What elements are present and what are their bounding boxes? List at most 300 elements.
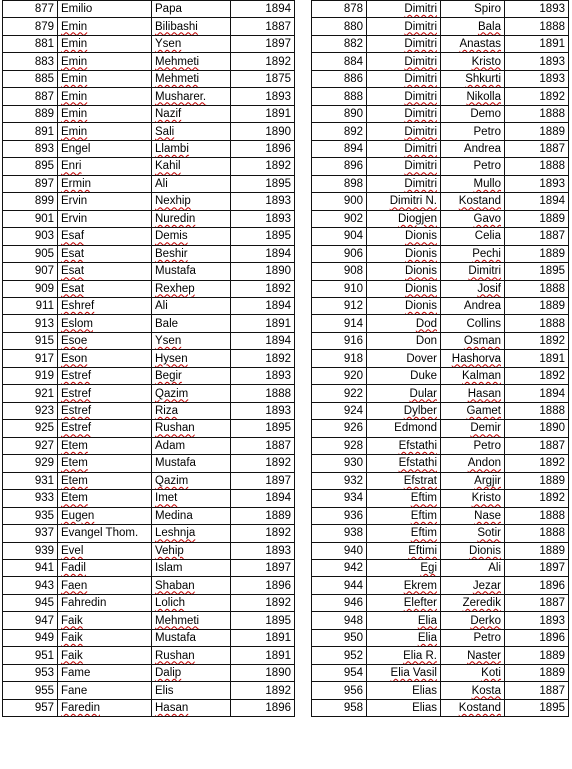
record-number-cell[interactable]: 912	[312, 297, 367, 314]
birth-year-cell[interactable]: 1875	[231, 70, 295, 87]
last-name-cell[interactable]: Riza	[152, 402, 231, 419]
last-name-cell[interactable]: Mustafa	[152, 629, 231, 646]
birth-year-cell[interactable]: 1888	[505, 18, 569, 35]
first-name-cell[interactable]: Eftimi	[367, 542, 441, 559]
birth-year-cell[interactable]: 1894	[231, 1, 295, 18]
last-name-cell[interactable]: Jezar	[441, 577, 505, 594]
last-name-cell[interactable]: Demis	[152, 228, 231, 245]
first-name-cell[interactable]: Dular	[367, 385, 441, 402]
first-name-cell[interactable]: Faik	[58, 612, 152, 629]
birth-year-cell[interactable]: 1892	[505, 367, 569, 384]
record-number-cell[interactable]: 904	[312, 228, 367, 245]
last-name-cell[interactable]: Petro	[441, 629, 505, 646]
birth-year-cell[interactable]: 1896	[231, 140, 295, 157]
birth-year-cell[interactable]: 1893	[231, 88, 295, 105]
record-number-cell[interactable]: 895	[3, 158, 58, 175]
birth-year-cell[interactable]: 1892	[505, 88, 569, 105]
last-name-cell[interactable]: Nikolla	[441, 88, 505, 105]
first-name-cell[interactable]: Don	[367, 332, 441, 349]
last-name-cell[interactable]: Ysen	[152, 332, 231, 349]
first-name-cell[interactable]: Emin	[58, 70, 152, 87]
record-number-cell[interactable]: 888	[312, 88, 367, 105]
birth-year-cell[interactable]: 1889	[505, 647, 569, 664]
record-number-cell[interactable]: 885	[3, 70, 58, 87]
last-name-cell[interactable]: Derko	[441, 612, 505, 629]
record-number-cell[interactable]: 891	[3, 123, 58, 140]
record-number-cell[interactable]: 919	[3, 367, 58, 384]
last-name-cell[interactable]: Mehmeti	[152, 70, 231, 87]
birth-year-cell[interactable]: 1888	[505, 158, 569, 175]
birth-year-cell[interactable]: 1892	[505, 455, 569, 472]
record-number-cell[interactable]: 913	[3, 315, 58, 332]
record-number-cell[interactable]: 947	[3, 612, 58, 629]
first-name-cell[interactable]: Ervin	[58, 210, 152, 227]
birth-year-cell[interactable]: 1893	[231, 210, 295, 227]
last-name-cell[interactable]: Koti	[441, 664, 505, 681]
last-name-cell[interactable]: Islam	[152, 560, 231, 577]
record-number-cell[interactable]: 930	[312, 455, 367, 472]
last-name-cell[interactable]: Mustafa	[152, 455, 231, 472]
first-name-cell[interactable]: Emin	[58, 105, 152, 122]
record-number-cell[interactable]: 950	[312, 629, 367, 646]
birth-year-cell[interactable]: 1895	[231, 228, 295, 245]
birth-year-cell[interactable]: 1894	[505, 193, 569, 210]
first-name-cell[interactable]: Fadil	[58, 560, 152, 577]
birth-year-cell[interactable]: 1887	[505, 682, 569, 699]
birth-year-cell[interactable]: 1889	[231, 507, 295, 524]
record-number-cell[interactable]: 884	[312, 53, 367, 70]
record-number-cell[interactable]: 926	[312, 420, 367, 437]
first-name-cell[interactable]: Efstathi	[367, 437, 441, 454]
record-number-cell[interactable]: 908	[312, 263, 367, 280]
last-name-cell[interactable]: Dionis	[441, 542, 505, 559]
first-name-cell[interactable]: Duke	[367, 367, 441, 384]
record-number-cell[interactable]: 901	[3, 210, 58, 227]
last-name-cell[interactable]: Mustafa	[152, 263, 231, 280]
last-name-cell[interactable]: Hasan	[152, 699, 231, 716]
record-number-cell[interactable]: 937	[3, 525, 58, 542]
last-name-cell[interactable]: Medina	[152, 507, 231, 524]
first-name-cell[interactable]: Esaf	[58, 228, 152, 245]
first-name-cell[interactable]: Dod	[367, 315, 441, 332]
first-name-cell[interactable]: Elia	[367, 612, 441, 629]
first-name-cell[interactable]: Emin	[58, 35, 152, 52]
record-number-cell[interactable]: 880	[312, 18, 367, 35]
first-name-cell[interactable]: Dimitri	[367, 70, 441, 87]
last-name-cell[interactable]: Vehip	[152, 542, 231, 559]
first-name-cell[interactable]: Dimitri	[367, 35, 441, 52]
record-number-cell[interactable]: 934	[312, 490, 367, 507]
first-name-cell[interactable]: Eson	[58, 350, 152, 367]
last-name-cell[interactable]: Mehmeti	[152, 612, 231, 629]
last-name-cell[interactable]: Collins	[441, 315, 505, 332]
record-number-cell[interactable]: 889	[3, 105, 58, 122]
last-name-cell[interactable]: Josif	[441, 280, 505, 297]
last-name-cell[interactable]: Hasan	[441, 385, 505, 402]
last-name-cell[interactable]: Adam	[152, 437, 231, 454]
last-name-cell[interactable]: Bala	[441, 18, 505, 35]
record-number-cell[interactable]: 890	[312, 105, 367, 122]
record-number-cell[interactable]: 951	[3, 647, 58, 664]
birth-year-cell[interactable]: 1887	[505, 140, 569, 157]
last-name-cell[interactable]: Kahil	[152, 158, 231, 175]
first-name-cell[interactable]: Dimitri	[367, 140, 441, 157]
first-name-cell[interactable]: Dionis	[367, 245, 441, 262]
last-name-cell[interactable]: Nazif	[152, 105, 231, 122]
first-name-cell[interactable]: Dimitri	[367, 123, 441, 140]
record-number-cell[interactable]: 939	[3, 542, 58, 559]
birth-year-cell[interactable]: 1887	[505, 437, 569, 454]
last-name-cell[interactable]: Andrea	[441, 140, 505, 157]
birth-year-cell[interactable]: 1891	[231, 315, 295, 332]
birth-year-cell[interactable]: 1889	[505, 245, 569, 262]
first-name-cell[interactable]: Engel	[58, 140, 152, 157]
birth-year-cell[interactable]: 1892	[505, 490, 569, 507]
record-number-cell[interactable]: 931	[3, 472, 58, 489]
birth-year-cell[interactable]: 1887	[505, 594, 569, 611]
record-number-cell[interactable]: 956	[312, 682, 367, 699]
first-name-cell[interactable]: Ervin	[58, 193, 152, 210]
record-number-cell[interactable]: 898	[312, 175, 367, 192]
birth-year-cell[interactable]: 1893	[231, 193, 295, 210]
record-number-cell[interactable]: 896	[312, 158, 367, 175]
record-number-cell[interactable]: 877	[3, 1, 58, 18]
first-name-cell[interactable]: Emilio	[58, 1, 152, 18]
record-number-cell[interactable]: 916	[312, 332, 367, 349]
birth-year-cell[interactable]: 1892	[231, 280, 295, 297]
first-name-cell[interactable]: Dimitri	[367, 1, 441, 18]
birth-year-cell[interactable]: 1891	[505, 350, 569, 367]
birth-year-cell[interactable]: 1894	[231, 490, 295, 507]
birth-year-cell[interactable]: 1889	[505, 297, 569, 314]
record-number-cell[interactable]: 918	[312, 350, 367, 367]
record-number-cell[interactable]: 943	[3, 577, 58, 594]
record-number-cell[interactable]: 882	[312, 35, 367, 52]
birth-year-cell[interactable]: 1895	[231, 420, 295, 437]
first-name-cell[interactable]: Etem	[58, 455, 152, 472]
record-number-cell[interactable]: 933	[3, 490, 58, 507]
record-number-cell[interactable]: 878	[312, 1, 367, 18]
first-name-cell[interactable]: Efstrat	[367, 472, 441, 489]
birth-year-cell[interactable]: 1889	[505, 210, 569, 227]
first-name-cell[interactable]: Eshref	[58, 297, 152, 314]
birth-year-cell[interactable]: 1897	[231, 35, 295, 52]
birth-year-cell[interactable]: 1889	[505, 123, 569, 140]
last-name-cell[interactable]: Qazim	[152, 472, 231, 489]
record-number-cell[interactable]: 948	[312, 612, 367, 629]
last-name-cell[interactable]: Leshnja	[152, 525, 231, 542]
birth-year-cell[interactable]: 1892	[231, 350, 295, 367]
last-name-cell[interactable]: Nase	[441, 507, 505, 524]
birth-year-cell[interactable]: 1893	[231, 542, 295, 559]
first-name-cell[interactable]: Fahredin	[58, 594, 152, 611]
record-number-cell[interactable]: 929	[3, 455, 58, 472]
record-number-cell[interactable]: 955	[3, 682, 58, 699]
birth-year-cell[interactable]: 1893	[505, 175, 569, 192]
first-name-cell[interactable]: Esat	[58, 263, 152, 280]
birth-year-cell[interactable]: 1889	[505, 542, 569, 559]
first-name-cell[interactable]: Eftim	[367, 525, 441, 542]
birth-year-cell[interactable]: 1888	[505, 402, 569, 419]
birth-year-cell[interactable]: 1892	[231, 525, 295, 542]
first-name-cell[interactable]: Estref	[58, 402, 152, 419]
first-name-cell[interactable]: Estref	[58, 367, 152, 384]
birth-year-cell[interactable]: 1896	[505, 577, 569, 594]
birth-year-cell[interactable]: 1894	[505, 385, 569, 402]
last-name-cell[interactable]: Hysen	[152, 350, 231, 367]
last-name-cell[interactable]: Mullo	[441, 175, 505, 192]
first-name-cell[interactable]: Eftim	[367, 490, 441, 507]
record-number-cell[interactable]: 921	[3, 385, 58, 402]
record-number-cell[interactable]: 958	[312, 699, 367, 716]
first-name-cell[interactable]: Dionis	[367, 228, 441, 245]
first-name-cell[interactable]: Evangel Thom.	[58, 525, 152, 542]
first-name-cell[interactable]: Dimitri	[367, 175, 441, 192]
record-number-cell[interactable]: 887	[3, 88, 58, 105]
birth-year-cell[interactable]: 1895	[231, 612, 295, 629]
record-number-cell[interactable]: 893	[3, 140, 58, 157]
last-name-cell[interactable]: Petro	[441, 158, 505, 175]
last-name-cell[interactable]: Llambi	[152, 140, 231, 157]
record-number-cell[interactable]: 940	[312, 542, 367, 559]
record-number-cell[interactable]: 954	[312, 664, 367, 681]
record-number-cell[interactable]: 894	[312, 140, 367, 157]
last-name-cell[interactable]: Bale	[152, 315, 231, 332]
last-name-cell[interactable]: Kristo	[441, 53, 505, 70]
record-number-cell[interactable]: 881	[3, 35, 58, 52]
first-name-cell[interactable]: Fane	[58, 682, 152, 699]
record-number-cell[interactable]: 932	[312, 472, 367, 489]
record-number-cell[interactable]: 905	[3, 245, 58, 262]
last-name-cell[interactable]: Demir	[441, 420, 505, 437]
first-name-cell[interactable]: Edmond	[367, 420, 441, 437]
birth-year-cell[interactable]: 1890	[231, 664, 295, 681]
birth-year-cell[interactable]: 1888	[505, 105, 569, 122]
last-name-cell[interactable]: Andon	[441, 455, 505, 472]
last-name-cell[interactable]: Gamet	[441, 402, 505, 419]
birth-year-cell[interactable]: 1895	[231, 175, 295, 192]
birth-year-cell[interactable]: 1888	[505, 507, 569, 524]
birth-year-cell[interactable]: 1893	[505, 612, 569, 629]
first-name-cell[interactable]: Egi	[367, 560, 441, 577]
record-number-cell[interactable]: 897	[3, 175, 58, 192]
last-name-cell[interactable]: Ali	[441, 560, 505, 577]
last-name-cell[interactable]: Elis	[152, 682, 231, 699]
last-name-cell[interactable]: Petro	[441, 437, 505, 454]
last-name-cell[interactable]: Shkurti	[441, 70, 505, 87]
birth-year-cell[interactable]: 1891	[231, 105, 295, 122]
first-name-cell[interactable]: Emin	[58, 123, 152, 140]
first-name-cell[interactable]: Enri	[58, 158, 152, 175]
record-number-cell[interactable]: 924	[312, 402, 367, 419]
birth-year-cell[interactable]: 1892	[231, 53, 295, 70]
record-number-cell[interactable]: 911	[3, 297, 58, 314]
first-name-cell[interactable]: Emin	[58, 53, 152, 70]
record-number-cell[interactable]: 910	[312, 280, 367, 297]
last-name-cell[interactable]: Sali	[152, 123, 231, 140]
first-name-cell[interactable]: Dover	[367, 350, 441, 367]
record-number-cell[interactable]: 935	[3, 507, 58, 524]
last-name-cell[interactable]: Spiro	[441, 1, 505, 18]
first-name-cell[interactable]: Elia	[367, 629, 441, 646]
last-name-cell[interactable]: Celia	[441, 228, 505, 245]
birth-year-cell[interactable]: 1895	[505, 263, 569, 280]
record-number-cell[interactable]: 952	[312, 647, 367, 664]
record-number-cell[interactable]: 928	[312, 437, 367, 454]
birth-year-cell[interactable]: 1890	[231, 263, 295, 280]
record-number-cell[interactable]: 906	[312, 245, 367, 262]
birth-year-cell[interactable]: 1891	[231, 629, 295, 646]
last-name-cell[interactable]: Mehmeti	[152, 53, 231, 70]
record-number-cell[interactable]: 899	[3, 193, 58, 210]
record-number-cell[interactable]: 879	[3, 18, 58, 35]
first-name-cell[interactable]: Dimitri N.	[367, 193, 441, 210]
last-name-cell[interactable]: Argjir	[441, 472, 505, 489]
first-name-cell[interactable]: Esat	[58, 245, 152, 262]
last-name-cell[interactable]: Naster	[441, 647, 505, 664]
last-name-cell[interactable]: Dalip	[152, 664, 231, 681]
birth-year-cell[interactable]: 1895	[505, 699, 569, 716]
last-name-cell[interactable]: Anastas	[441, 35, 505, 52]
last-name-cell[interactable]: Begir	[152, 367, 231, 384]
last-name-cell[interactable]: Kosta	[441, 682, 505, 699]
last-name-cell[interactable]: Bilibashi	[152, 18, 231, 35]
record-number-cell[interactable]: 892	[312, 123, 367, 140]
birth-year-cell[interactable]: 1890	[505, 420, 569, 437]
birth-year-cell[interactable]: 1888	[505, 280, 569, 297]
record-number-cell[interactable]: 920	[312, 367, 367, 384]
record-number-cell[interactable]: 957	[3, 699, 58, 716]
last-name-cell[interactable]: Ali	[152, 175, 231, 192]
first-name-cell[interactable]: Eslom	[58, 315, 152, 332]
birth-year-cell[interactable]: 1893	[505, 53, 569, 70]
birth-year-cell[interactable]: 1891	[231, 647, 295, 664]
first-name-cell[interactable]: Elias	[367, 699, 441, 716]
birth-year-cell[interactable]: 1892	[231, 158, 295, 175]
birth-year-cell[interactable]: 1890	[231, 123, 295, 140]
record-number-cell[interactable]: 909	[3, 280, 58, 297]
record-number-cell[interactable]: 936	[312, 507, 367, 524]
birth-year-cell[interactable]: 1887	[231, 18, 295, 35]
last-name-cell[interactable]: Sotir	[441, 525, 505, 542]
first-name-cell[interactable]: Emin	[58, 88, 152, 105]
last-name-cell[interactable]: Pechi	[441, 245, 505, 262]
birth-year-cell[interactable]: 1892	[231, 682, 295, 699]
first-name-cell[interactable]: Esat	[58, 280, 152, 297]
last-name-cell[interactable]: Kostand	[441, 699, 505, 716]
birth-year-cell[interactable]: 1894	[231, 332, 295, 349]
last-name-cell[interactable]: Dimitri	[441, 263, 505, 280]
birth-year-cell[interactable]: 1892	[231, 594, 295, 611]
first-name-cell[interactable]: Dimitri	[367, 88, 441, 105]
first-name-cell[interactable]: Dylber	[367, 402, 441, 419]
first-name-cell[interactable]: Faik	[58, 629, 152, 646]
birth-year-cell[interactable]: 1888	[231, 385, 295, 402]
last-name-cell[interactable]: Gavo	[441, 210, 505, 227]
first-name-cell[interactable]: Dimitri	[367, 53, 441, 70]
record-number-cell[interactable]: 949	[3, 629, 58, 646]
first-name-cell[interactable]: Dimitri	[367, 18, 441, 35]
birth-year-cell[interactable]: 1887	[505, 228, 569, 245]
first-name-cell[interactable]: Etem	[58, 437, 152, 454]
last-name-cell[interactable]: Rushan	[152, 420, 231, 437]
birth-year-cell[interactable]: 1887	[231, 437, 295, 454]
birth-year-cell[interactable]: 1892	[231, 455, 295, 472]
record-number-cell[interactable]: 907	[3, 263, 58, 280]
last-name-cell[interactable]: Kostand	[441, 193, 505, 210]
first-name-cell[interactable]: Fame	[58, 664, 152, 681]
last-name-cell[interactable]: Musharer.	[152, 88, 231, 105]
record-number-cell[interactable]: 883	[3, 53, 58, 70]
first-name-cell[interactable]: Elia Vasil	[367, 664, 441, 681]
birth-year-cell[interactable]: 1889	[505, 664, 569, 681]
first-name-cell[interactable]: Dionis	[367, 280, 441, 297]
record-number-cell[interactable]: 938	[312, 525, 367, 542]
last-name-cell[interactable]: Beshir	[152, 245, 231, 262]
birth-year-cell[interactable]: 1889	[505, 472, 569, 489]
last-name-cell[interactable]: Rushan	[152, 647, 231, 664]
birth-year-cell[interactable]: 1894	[231, 297, 295, 314]
record-number-cell[interactable]: 946	[312, 594, 367, 611]
birth-year-cell[interactable]: 1888	[505, 525, 569, 542]
last-name-cell[interactable]: Hashorva	[441, 350, 505, 367]
last-name-cell[interactable]: Lolich	[152, 594, 231, 611]
record-number-cell[interactable]: 927	[3, 437, 58, 454]
record-number-cell[interactable]: 923	[3, 402, 58, 419]
record-number-cell[interactable]: 903	[3, 228, 58, 245]
first-name-cell[interactable]: Esoe	[58, 332, 152, 349]
birth-year-cell[interactable]: 1897	[231, 472, 295, 489]
first-name-cell[interactable]: Efstathi	[367, 455, 441, 472]
first-name-cell[interactable]: Faik	[58, 647, 152, 664]
last-name-cell[interactable]: Demo	[441, 105, 505, 122]
birth-year-cell[interactable]: 1893	[505, 70, 569, 87]
birth-year-cell[interactable]: 1891	[505, 35, 569, 52]
first-name-cell[interactable]: Elia R.	[367, 647, 441, 664]
first-name-cell[interactable]: Etem	[58, 490, 152, 507]
record-number-cell[interactable]: 917	[3, 350, 58, 367]
first-name-cell[interactable]: Elias	[367, 682, 441, 699]
last-name-cell[interactable]: Kalman	[441, 367, 505, 384]
birth-year-cell[interactable]: 1897	[505, 560, 569, 577]
record-number-cell[interactable]: 914	[312, 315, 367, 332]
birth-year-cell[interactable]: 1893	[505, 1, 569, 18]
birth-year-cell[interactable]: 1897	[231, 560, 295, 577]
record-number-cell[interactable]: 953	[3, 664, 58, 681]
last-name-cell[interactable]: Ysen	[152, 35, 231, 52]
record-number-cell[interactable]: 900	[312, 193, 367, 210]
first-name-cell[interactable]: Dimitri	[367, 158, 441, 175]
record-number-cell[interactable]: 925	[3, 420, 58, 437]
first-name-cell[interactable]: Faen	[58, 577, 152, 594]
first-name-cell[interactable]: Elefter	[367, 594, 441, 611]
record-number-cell[interactable]: 944	[312, 577, 367, 594]
first-name-cell[interactable]: Dimitri	[367, 105, 441, 122]
record-number-cell[interactable]: 902	[312, 210, 367, 227]
birth-year-cell[interactable]: 1893	[231, 367, 295, 384]
last-name-cell[interactable]: Zeredik	[441, 594, 505, 611]
first-name-cell[interactable]: Eftim	[367, 507, 441, 524]
record-number-cell[interactable]: 941	[3, 560, 58, 577]
record-number-cell[interactable]: 886	[312, 70, 367, 87]
first-name-cell[interactable]: Ermin	[58, 175, 152, 192]
birth-year-cell[interactable]: 1896	[231, 699, 295, 716]
last-name-cell[interactable]: Osman	[441, 332, 505, 349]
first-name-cell[interactable]: Estref	[58, 385, 152, 402]
last-name-cell[interactable]: Nexhip	[152, 193, 231, 210]
last-name-cell[interactable]: Rexhep	[152, 280, 231, 297]
first-name-cell[interactable]: Diogjen	[367, 210, 441, 227]
